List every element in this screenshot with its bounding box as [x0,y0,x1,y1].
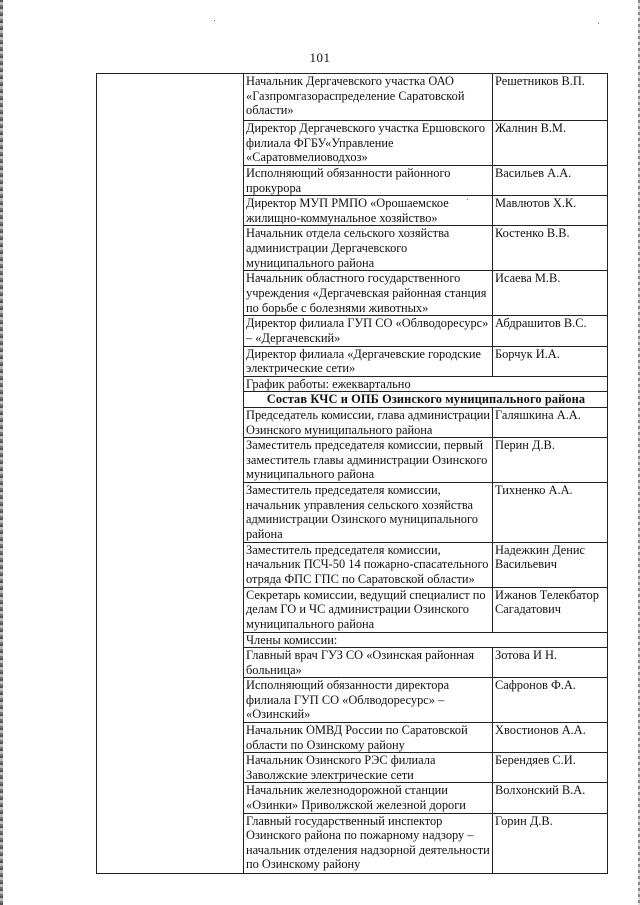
position-cell: Директор филиала «Дергачевские городские электрические сети» [244,346,493,376]
committee-table-body [97,74,608,874]
name-cell: Зотова И Н. [493,648,608,678]
name-cell: Берендяев С.И. [493,753,608,783]
scan-speck [214,20,215,21]
name-cell: Мавлютов Х.К. [493,196,608,226]
name-cell: Сафронов Ф.А. [493,678,608,723]
position-cell: Заместитель председателя комиссии, начальник управления сельского хозяйства администрации Озинского муниципального района [244,483,493,542]
name-cell: Горин Д.В. [493,813,608,873]
scan-edge-left [0,0,3,905]
blank-cell [97,74,244,874]
position-cell: Секретарь комиссии, ведущий специалист по делам ГО и ЧС администрации Озинского муниципального района [244,587,493,632]
position-cell: Директор Дергачевского участка Ершовского филиала ФГБУ«Управление «Саратовмелиоводхоз» [244,121,493,166]
position-cell: Начальник Дергачевского участка ОАО «Газпромгазораспределение Саратовской области» [244,74,493,121]
position-cell: Заместитель председателя комиссии, начальник ПСЧ-50 14 пожарно-спасательного отряда ФПС ГПС по Саратовской области» [244,542,493,587]
position-cell: Начальник областного государственного учреждения «Дергачевская районная станция по борьбе с болезнями животных» [244,271,493,316]
name-cell: Васильев А.А. [493,166,608,196]
position-cell: Начальник Озинского РЭС филиала Заволжские электрические сети [244,753,493,783]
position-cell: Директор МУП РМПО «Орошаемское жилищно-коммунальное хозяйство» [244,196,493,226]
scan-speck [598,23,599,24]
position-cell: Начальник отдела сельского хозяйства администрации Дергачевского муниципального района [244,226,493,271]
name-cell: Галяшкина А.А. [493,407,608,437]
name-cell: Тихненко А.А. [493,483,608,542]
name-cell: Исаева М.В. [493,271,608,316]
name-cell: Решетников В.П. [493,74,608,121]
position-cell: Главный государственный инспектор Озинского района по пожарному надзору – начальник отделения надзорной деятельности по Озинскому району [244,813,493,873]
position-cell: Директор филиала ГУП СО «Облводоресурс» – «Дергачевский» [244,316,493,346]
name-cell: Волхонский В.А. [493,783,608,813]
position-cell: Исполняющий обязанности директора филиала ГУП СО «Облводоресурс» – «Озинский» [244,678,493,723]
name-cell: Борчук И.А. [493,346,608,376]
page-number: 101 [309,50,331,65]
name-cell: Абдрашитов В.С. [493,316,608,346]
section-title: Состав КЧС и ОПБ Озинского муниципального района [244,392,608,408]
committee-table [96,73,608,874]
schedule-text: График работы: ежеквартально [244,376,608,392]
table-row [97,74,608,121]
members-label: Члены комиссии: [244,632,608,648]
position-cell: Начальник ОМВД России по Саратовской области по Озинскому району [244,723,493,753]
name-cell: Костенко В.В. [493,226,608,271]
position-cell: Заместитель председателя комиссии, первый заместитель главы администрации Озинского муниципального района [244,438,493,483]
name-cell: Жалнин В.М. [493,121,608,166]
name-cell: Перин Д.В. [493,438,608,483]
name-cell: Хвостионов А.А. [493,723,608,753]
position-cell: Главный врач ГУЗ СО «Озинская районная больница» [244,648,493,678]
name-cell: Ижанов Телекбатор Сагадатович [493,587,608,632]
position-cell: Исполняющий обязанности районного прокурора [244,166,493,196]
name-cell: Надежкин Денис Васильевич [493,542,608,587]
position-cell: Начальник железнодорожной станции «Озинки» Приволжской железной дороги [244,783,493,813]
position-cell: Председатель комиссии, глава администрации Озинского муниципального района [244,407,493,437]
